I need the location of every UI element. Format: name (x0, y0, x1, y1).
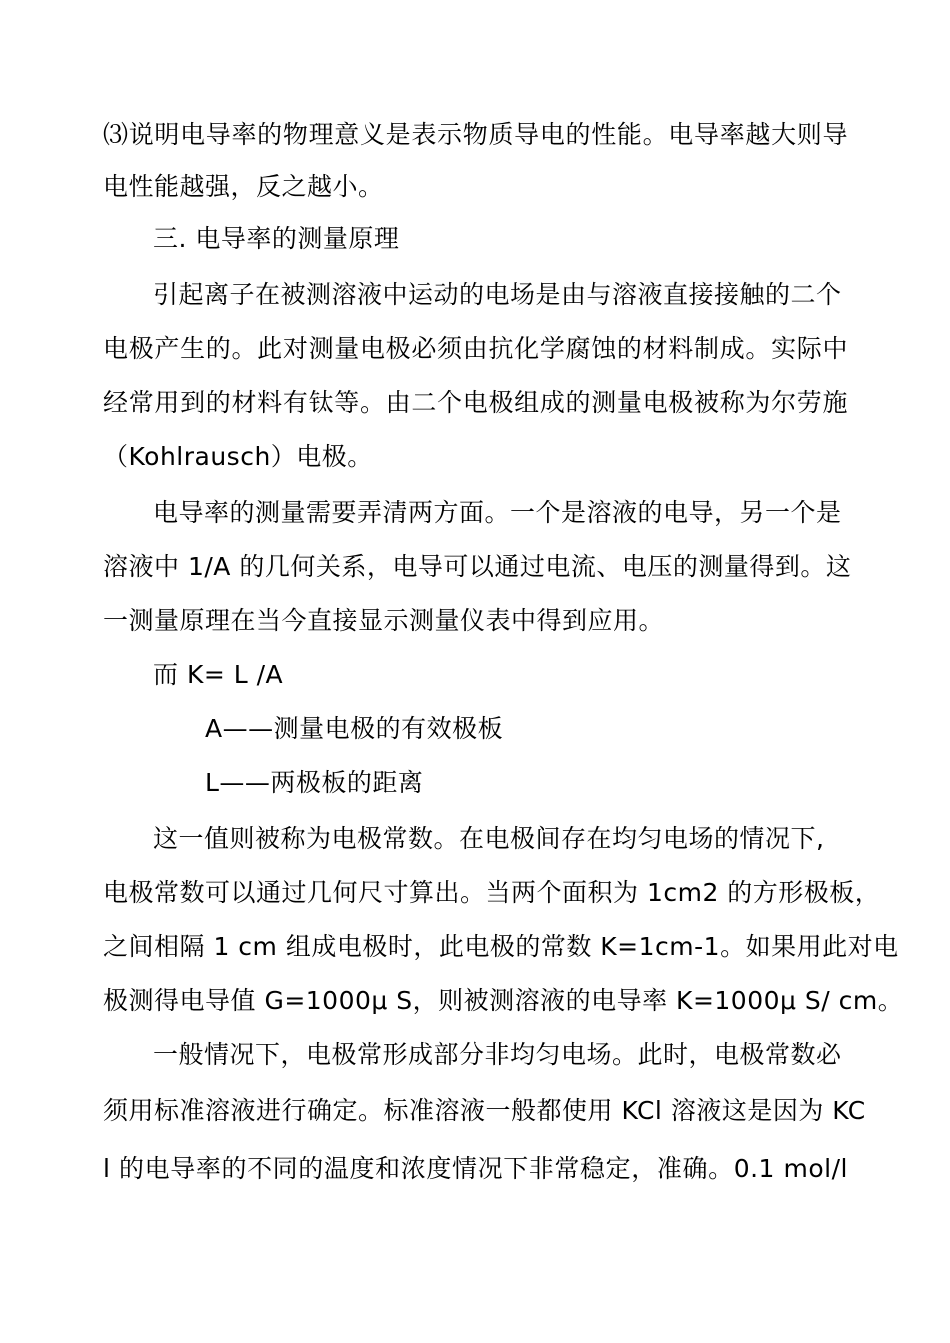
paragraph-line: l 的电导率的不同的温度和浓度情况下非常稳定，准确。0.1 mol/l (103, 1154, 848, 1183)
paragraph-line: 电导率的测量需要弄清两方面。一个是溶液的电导，另一个是 (153, 498, 842, 527)
paragraph-line: 一般情况下，电极常形成部分非均匀电场。此时，电极常数必 (153, 1040, 842, 1069)
paragraph-line: 一测量原理在当今直接显示测量仪表中得到应用。 (103, 606, 665, 635)
paragraph-line: 电极产生的。此对测量电极必须由抗化学腐蚀的材料制成。实际中 (103, 334, 848, 363)
definition-line: L——两极板的距离 (205, 768, 424, 797)
paragraph-line: 经常用到的材料有钛等。由二个电极组成的测量电极被称为尔劳施 (103, 388, 848, 417)
paragraph-line: （Kohlrausch）电极。 (103, 442, 373, 471)
section-heading: 三. 电导率的测量原理 (153, 224, 400, 253)
paragraph-line: 这一值则被称为电极常数。在电极间存在均匀电场的情况下, (153, 824, 825, 853)
paragraph-line: ⑶说明电导率的物理意义是表示物质导电的性能。电导率越大则导 (103, 120, 848, 149)
paragraph-line: 电极常数可以通过几何尺寸算出。当两个面积为 1cm2 的方形极板， (103, 878, 881, 907)
paragraph-line: 之间相隔 1 cm 组成电极时，此电极的常数 K=1cm-1。如果用此对电 (103, 932, 899, 961)
definition-line: A——测量电极的有效极板 (205, 714, 504, 743)
paragraph-line: 须用标准溶液进行确定。标准溶液一般都使用 KCl 溶液这是因为 KC (103, 1096, 866, 1125)
paragraph-line: 电性能越强，反之越小。 (103, 172, 384, 201)
formula-line: 而 K= L /A (153, 660, 284, 689)
paragraph-line: 极测得电导值 G=1000μ S，则被测溶液的电导率 K=1000μ S/ cm。 (103, 986, 904, 1015)
paragraph-line: 溶液中 1/A 的几何关系，电导可以通过电流、电压的测量得到。这 (103, 552, 852, 581)
paragraph-line: 引起离子在被测溶液中运动的电场是由与溶液直接接触的二个 (153, 280, 842, 309)
